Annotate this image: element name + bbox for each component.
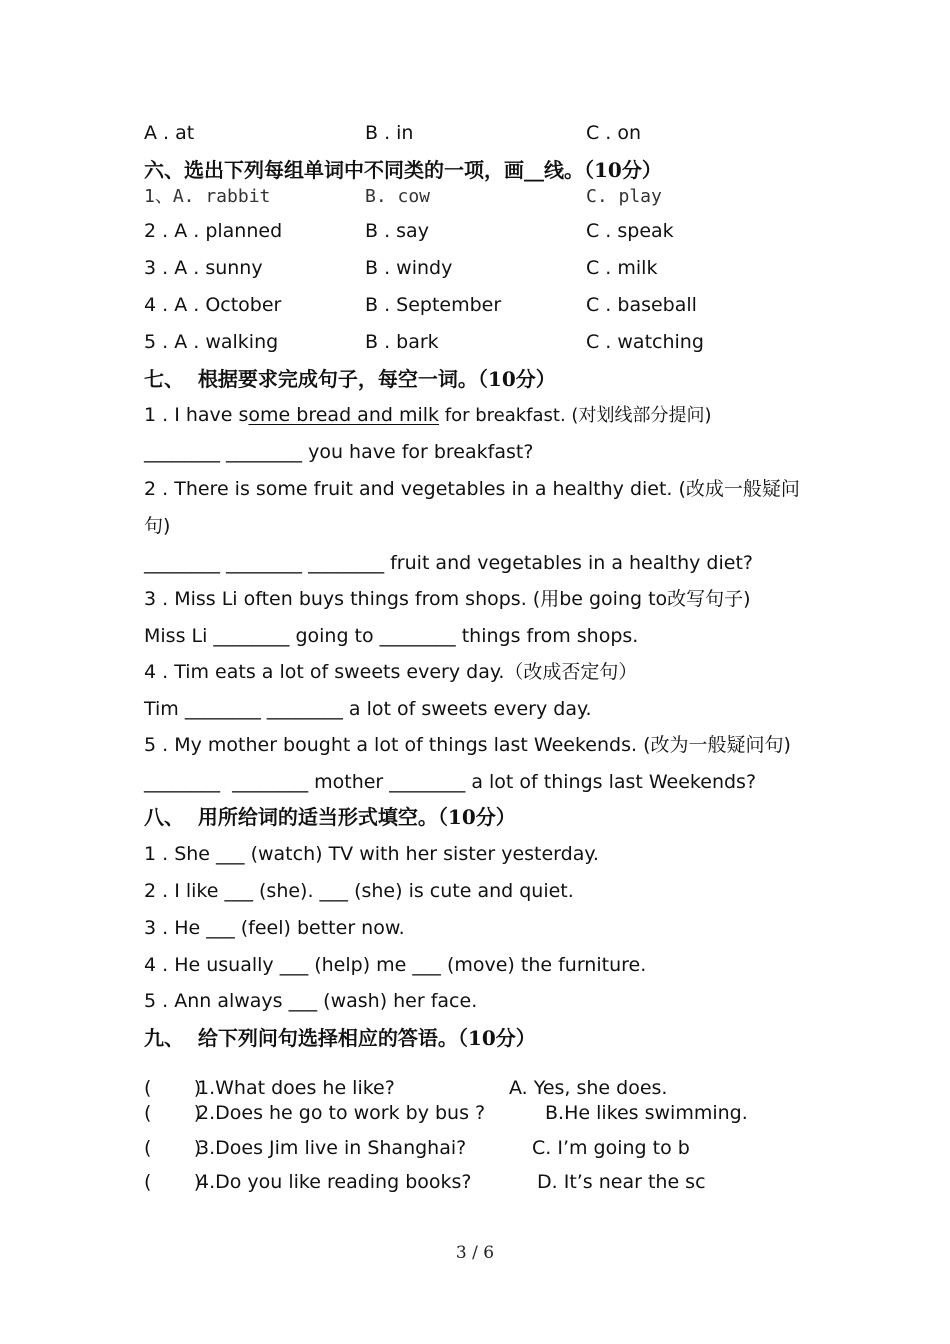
s9-row4-question: 4.Do you like reading books? [197, 1171, 472, 1193]
s6-row3-a: 3 . A . sunny [144, 257, 263, 279]
s9-row1-answer: A. Yes, she does. [509, 1077, 668, 1099]
s6-row2-b: B . say [365, 220, 429, 242]
s6-row1-c: C. play [586, 186, 662, 207]
s7-q4-answer: Tim ________ ________ a lot of sweets every day. [144, 698, 592, 720]
s9-row1-paren: ( ) [144, 1077, 202, 1099]
s9-row2-paren: ( ) [144, 1102, 202, 1124]
s6-row4-c: C . baseball [586, 294, 697, 316]
s9-row3-question: 3.Does Jim live in Shanghai? [197, 1137, 467, 1159]
s6-row1-a: 1、A. rabbit [144, 186, 271, 207]
s7-q3: 3 . Miss Li often buys things from shops. (用be going to改写句子) [144, 588, 751, 610]
s7-q5-answer: ________ ________ mother ________ a lot of things last Weekends? [144, 771, 757, 793]
prev-option-c: C . on [586, 122, 642, 144]
section-9-title: 九、 给下列问句选择相应的答语。（10分） [144, 1026, 536, 1050]
s7-q4: 4 . Tim eats a lot of sweets every day.（改成否定句） [144, 661, 638, 683]
s6-row5-a: 5 . A . walking [144, 331, 279, 353]
s7-q2-line1: 2 . There is some fruit and vegetables in a healthy diet. (改成一般疑问 [144, 478, 800, 500]
section-6-title: 六、选出下列每组单词中不同类的一项，画__线。（10分） [144, 158, 662, 182]
s7-q5: 5 . My mother bought a lot of things last Weekends. (改为一般疑问句) [144, 734, 791, 756]
s7-q2-line2: 句) [144, 515, 171, 537]
s8-item-1: 1 . She ___ (watch) TV with her sister yesterday. [144, 843, 599, 865]
section-8-title: 八、 用所给词的适当形式填空。（10分） [144, 805, 516, 829]
s9-row2-answer: B.He likes swimming. [545, 1102, 748, 1124]
s8-item-2: 2 . I like ___ (she). ___ (she) is cute and quiet. [144, 880, 574, 902]
s8-item-4: 4 . He usually ___ (help) me ___ (move) the furniture. [144, 954, 647, 976]
prev-option-a: A . at [144, 122, 195, 144]
s9-row3-paren: ( ) [144, 1137, 202, 1159]
s6-row5-c: C . watching [586, 331, 704, 353]
s7-q1-answer: ________ ________ you have for breakfast? [144, 441, 534, 463]
section-7-title: 七、 根据要求完成句子，每空一词。（10分） [144, 367, 556, 391]
s6-row4-a: 4 . A . October [144, 294, 282, 316]
s6-row4-b: B . September [365, 294, 502, 316]
s6-row2-c: C . speak [586, 220, 674, 242]
s7-q1 [144, 403, 711, 428]
prev-option-b: B . in [365, 122, 414, 144]
s6-row3-c: C . milk [586, 257, 658, 279]
s8-item-3: 3 . He ___ (feel) better now. [144, 917, 405, 939]
s8-item-5: 5 . Ann always ___ (wash) her face. [144, 990, 478, 1012]
s9-row4-answer: D. It’s near the sc [537, 1171, 706, 1193]
s6-row1-b: B. cow [365, 186, 431, 207]
s9-row4-paren: ( ) [144, 1171, 202, 1193]
s6-row2-a: 2 . A . planned [144, 220, 283, 242]
s7-q1-underlined: ome bread and milk [248, 404, 440, 426]
s6-row5-b: B . bark [365, 331, 439, 353]
s9-row3-answer: C. I’m going to b [532, 1137, 690, 1159]
page-number: 3 / 6 [455, 1243, 495, 1263]
s7-q1-pre: 1 . I have s [144, 404, 249, 426]
s7-q2-answer: ________ ________ ________ fruit and vegetables in a healthy diet? [144, 552, 753, 574]
s9-row1-question: 1.What does he like? [197, 1077, 395, 1099]
s7-q1-post: for breakfast. (对划线部分提问) [439, 405, 712, 426]
s6-row3-b: B . windy [365, 257, 453, 279]
s9-row2-question: 2.Does he go to work by bus ? [197, 1102, 486, 1124]
s7-q3-answer: Miss Li ________ going to ________ things from shops. [144, 625, 639, 647]
